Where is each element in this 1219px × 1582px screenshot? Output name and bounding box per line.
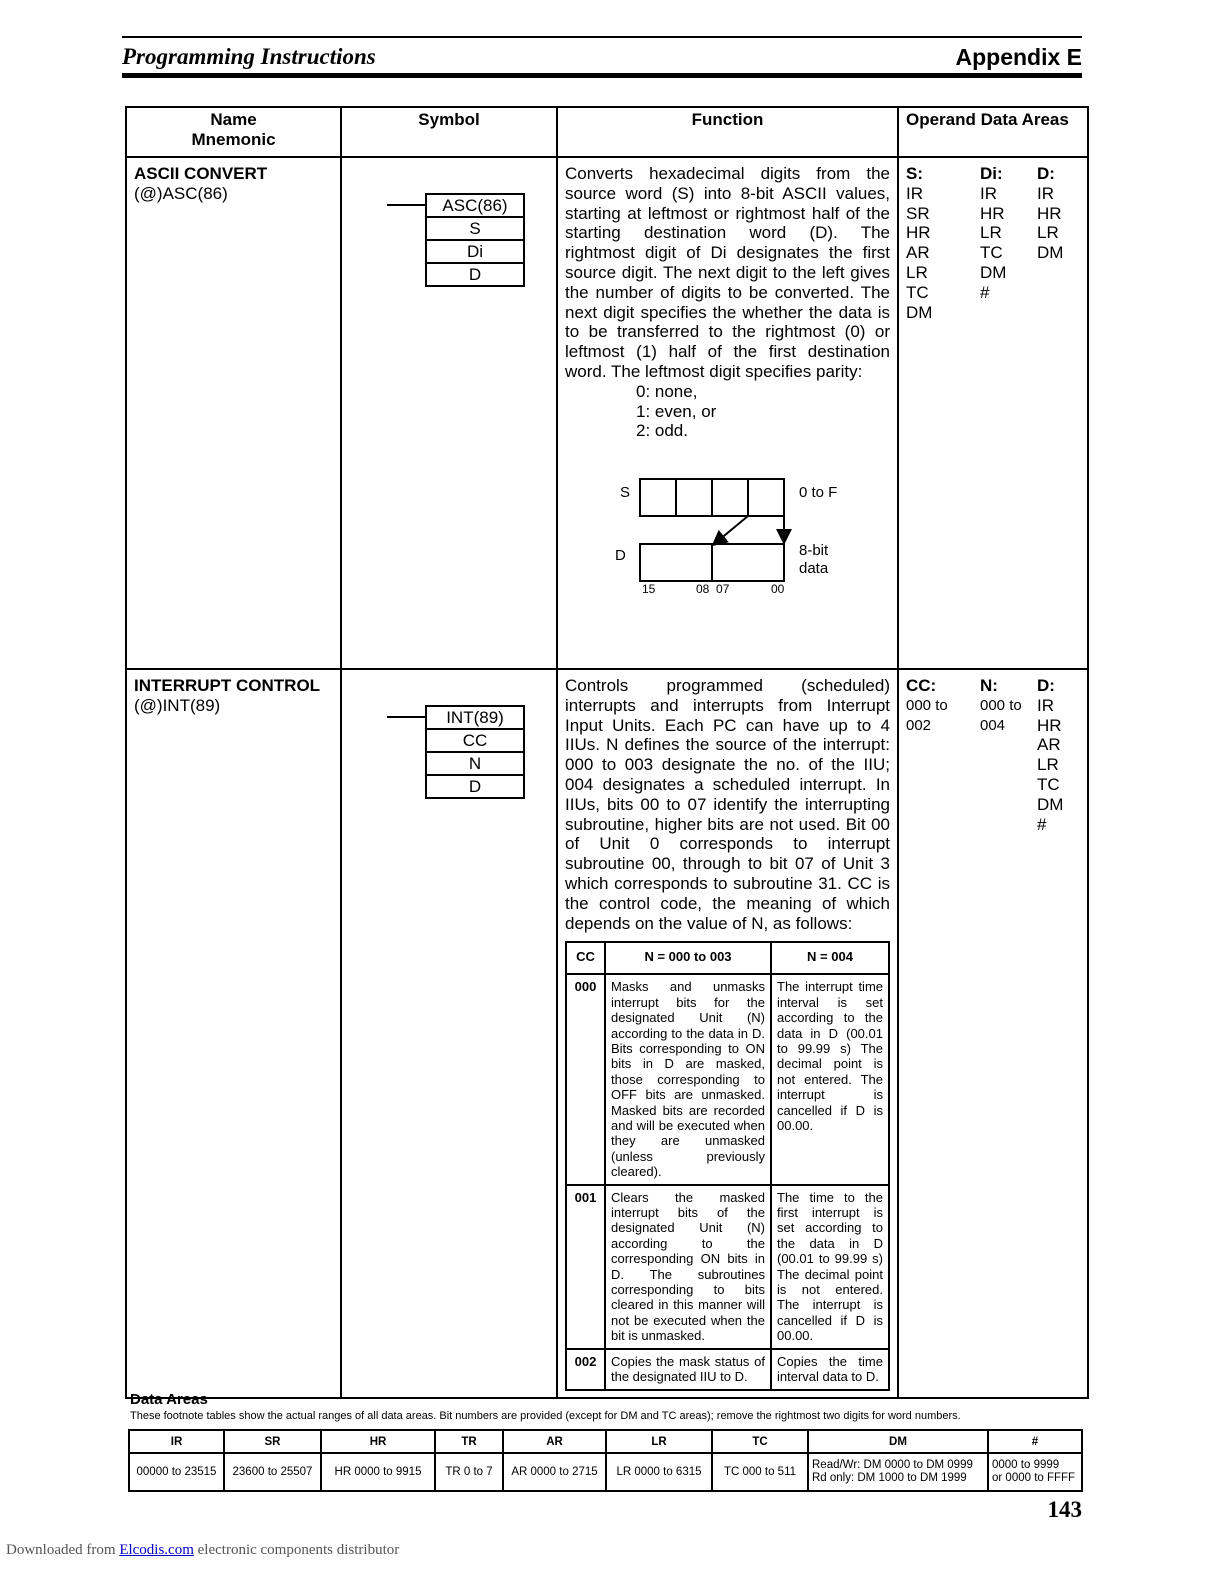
- dm-readwrite: Read/Wr: DM 0000 to DM 0999: [812, 1459, 973, 1471]
- operand-area: DM: [1037, 243, 1064, 263]
- dm-range: [808, 1453, 988, 1491]
- area-range: 00000 to 23515: [129, 1453, 224, 1491]
- bit-08-07-label: 08 07: [696, 582, 730, 597]
- area-range: HR 0000 to 9915: [321, 1453, 435, 1491]
- symbol-operand: Di: [425, 241, 525, 264]
- control-code-table: [565, 941, 890, 1390]
- col-header-operands: Operand Data Areas: [898, 107, 1088, 157]
- operand-area: HR: [1037, 203, 1062, 223]
- col-header-symbol: Symbol: [341, 107, 557, 157]
- iiu-description: Masks and unmasks interrupt bits for the designated Unit (N) according to the data in D. Bits corresponding to ON bits in D are masked, those corresponding to OFF bits are unmasked. Masked bits are recorded and will be executed when they are unmasked (unless previously cleared).: [605, 974, 771, 1184]
- operand-header: D:: [1037, 676, 1055, 695]
- operand-area: LR: [980, 223, 1002, 243]
- control-code: 000: [566, 974, 605, 1184]
- operand-header: N:: [980, 676, 998, 695]
- operand-header: CC:: [906, 676, 937, 695]
- area-header: HR: [321, 1430, 435, 1453]
- operand-header: S:: [906, 164, 923, 183]
- subtable-header-n-004: N = 004: [771, 942, 889, 974]
- instruction-name: INTERRUPT CONTROL: [134, 676, 321, 695]
- operand-area: LR: [906, 262, 928, 282]
- function-text: Controls programmed (scheduled) interrupts and interrupts from Interrupt Input Units. Each PC can have up to 4 IIUs. N defines the source of the interrupt: 000 to 003 designate the no. of the IIU; 004 designates a scheduled interrupt. In IIUs, bits 00 to 07 identify the interrupting subroutine, higher bits are not used. Bit 00 of Unit 0 corresponds to interrupt subroutine 00, through to bit 07 of Unit 3 which corresponds to subroutine 31. CC is the control code, the meaning of which depends on the value of N, as follows:: [565, 676, 890, 933]
- table-row-int: [126, 669, 1088, 1398]
- operand-range: 000 to: [980, 696, 1022, 714]
- operand-header: Di:: [980, 164, 1003, 183]
- function-cell: [557, 157, 898, 669]
- symbol-input-line: [387, 204, 426, 206]
- operands-cell: [898, 157, 1088, 669]
- area-range: TC 000 to 511: [712, 1453, 808, 1491]
- iiu-description: Clears the masked interrupt bits of the designated Unit (N) according to the corresponding ON bits in D. The subroutines corresponding to bits cleared in this manner will not be executed when the bit is unmasked.: [605, 1185, 771, 1349]
- operand-range: 004: [980, 716, 1006, 734]
- asc-conversion-diagram: [565, 471, 890, 601]
- diagram-data-label: data: [799, 560, 829, 578]
- area-range: TR 0 to 7: [435, 1453, 503, 1491]
- operand-area: HR: [1037, 715, 1062, 735]
- area-header: TR: [435, 1430, 503, 1453]
- constant-decimal: 0000 to 9999: [992, 1459, 1060, 1471]
- operand-area: AR: [1037, 735, 1061, 755]
- symbol-operand: D: [425, 776, 525, 799]
- subtable-row: [566, 974, 889, 1184]
- symbol-operand: S: [425, 218, 525, 241]
- ladder-symbol: [349, 164, 549, 284]
- operand-area: LR: [1037, 223, 1059, 243]
- operand-area: LR: [1037, 755, 1059, 775]
- col-header-function: Function: [557, 107, 898, 157]
- control-code: 001: [566, 1185, 605, 1349]
- subtable-header-n-iiu: N = 000 to 003: [605, 942, 771, 974]
- area-header: DM: [808, 1430, 988, 1453]
- diagram-label-s: S: [620, 484, 631, 502]
- data-areas-title: Data Areas: [130, 1391, 208, 1408]
- diagram-label-d: D: [615, 547, 626, 565]
- area-header: IR: [129, 1430, 224, 1453]
- header-rule-bottom: [122, 73, 1082, 78]
- name-cell: [126, 669, 341, 1398]
- name-cell: [126, 157, 341, 669]
- operand-area: #: [1037, 814, 1047, 834]
- operand-grid: [906, 676, 1080, 834]
- operand-area: HR: [980, 203, 1005, 223]
- subtable-row: [566, 1185, 889, 1349]
- operand-area: #: [980, 282, 990, 302]
- subtable-header-cc: CC: [566, 942, 605, 974]
- footer-prefix: Downloaded from: [6, 1542, 116, 1558]
- download-footer: [6, 1542, 399, 1559]
- arrow-to-left-half: [713, 516, 748, 545]
- parity-option: 0: none,: [636, 381, 698, 401]
- instruction-mnemonic: (@)INT(89): [134, 696, 221, 715]
- dm-readonly: Rd only: DM 1000 to DM 1999: [812, 1472, 967, 1484]
- instruction-table: [125, 106, 1089, 1399]
- col-mnemonic-label: Mnemonic: [191, 130, 276, 149]
- operand-area: IR: [1037, 695, 1054, 715]
- scheduled-description: The interrupt time interval is set according to the data in D (00.01 to 99.99 s) The decimal point is not entered. The interrupt is cancelled if D is 00.00.: [771, 974, 889, 1184]
- operand-range: 002: [906, 716, 932, 734]
- symbol-operand: CC: [425, 730, 525, 753]
- data-areas-note: These footnote tables show the actual ranges of all data areas. Bit numbers are provided (except for DM and TC areas); remove the rightmost two digits for word numbers.: [130, 1410, 961, 1422]
- area-header: LR: [606, 1430, 712, 1453]
- table-row-asc: [126, 157, 1088, 669]
- header-rule-top: [122, 36, 1082, 38]
- appendix-label: Appendix E: [955, 44, 1082, 70]
- operand-range: 000 to: [906, 696, 948, 714]
- diagram-bit-label: 8-bit: [799, 542, 829, 560]
- area-header: TC: [712, 1430, 808, 1453]
- elcodis-link[interactable]: Elcodis.com: [119, 1542, 194, 1558]
- symbol-operand: D: [425, 264, 525, 287]
- parity-option: 2: odd.: [636, 421, 688, 441]
- function-text: Converts hexadecimal digits from the source word (S) into 8-bit ASCII values, starting at leftmost or rightmost half of the starting destination word (D). The rightmost digit of Di designates the first source digit. The next digit to the left gives the number of digits to be converted. The next digit specifies the whether the data is to be transferred to the rightmost (0) or leftmost (1) half of the first destination word. The leftmost digit specifies parity:: [565, 164, 890, 381]
- area-header: SR: [224, 1430, 321, 1453]
- control-code: 002: [566, 1349, 605, 1390]
- operand-area: SR: [906, 203, 930, 223]
- page-number: 143: [1047, 1497, 1082, 1522]
- operand-area: HR: [906, 223, 931, 243]
- operand-area: DM: [906, 302, 933, 322]
- operand-area: TC: [1037, 774, 1060, 794]
- scheduled-description: Copies the time interval data to D.: [771, 1349, 889, 1390]
- running-title: Programming Instructions: [122, 44, 376, 69]
- operand-area: IR: [1037, 183, 1054, 203]
- operand-grid: [906, 164, 1080, 322]
- footer-suffix: electronic components distributor: [197, 1542, 400, 1558]
- iiu-description: Copies the mask status of the designated IIU to D.: [605, 1349, 771, 1390]
- data-areas-table: [128, 1429, 1083, 1492]
- symbol-operand: N: [425, 753, 525, 776]
- area-range: LR 0000 to 6315: [606, 1453, 712, 1491]
- operands-cell: [898, 669, 1088, 1398]
- operand-area: TC: [906, 282, 929, 302]
- symbol-opcode: ASC(86): [425, 193, 525, 218]
- symbol-cell: [341, 157, 557, 669]
- col-name-label: Name: [210, 110, 257, 129]
- operand-area: IR: [906, 183, 923, 203]
- symbol-box: [425, 193, 525, 287]
- instruction-name: ASCII CONVERT: [134, 164, 268, 183]
- operand-header: D:: [1037, 164, 1055, 183]
- diagram-range-label: 0 to F: [799, 484, 838, 502]
- operand-area: IR: [980, 183, 997, 203]
- subtable-row: [566, 1349, 889, 1390]
- function-cell: [557, 669, 898, 1398]
- ladder-symbol: [349, 676, 549, 796]
- col-header-name: [126, 107, 341, 157]
- constant-hex: or 0000 to FFFF: [992, 1472, 1076, 1484]
- operand-area: AR: [906, 243, 930, 263]
- operand-area: DM: [980, 262, 1007, 282]
- instruction-mnemonic: (@)ASC(86): [134, 184, 228, 203]
- symbol-box: [425, 705, 525, 799]
- area-header: AR: [503, 1430, 606, 1453]
- area-header: #: [988, 1430, 1082, 1453]
- symbol-input-line: [387, 716, 426, 718]
- parity-option: 1: even, or: [636, 401, 717, 421]
- bit-00-label: 00: [771, 582, 785, 597]
- operand-area: DM: [1037, 794, 1064, 814]
- bit-15-label: 15: [642, 582, 656, 597]
- constant-range: [988, 1453, 1082, 1491]
- symbol-cell: [341, 669, 557, 1398]
- area-range: AR 0000 to 2715: [503, 1453, 606, 1491]
- operand-area: TC: [980, 243, 1003, 263]
- area-range: 23600 to 25507: [224, 1453, 321, 1491]
- scheduled-description: The time to the first interrupt is set according to the data in D (00.01 to 99.99 s) The decimal point is not entered. The interrupt is cancelled if D is 00.00.: [771, 1185, 889, 1349]
- symbol-opcode: INT(89): [425, 705, 525, 730]
